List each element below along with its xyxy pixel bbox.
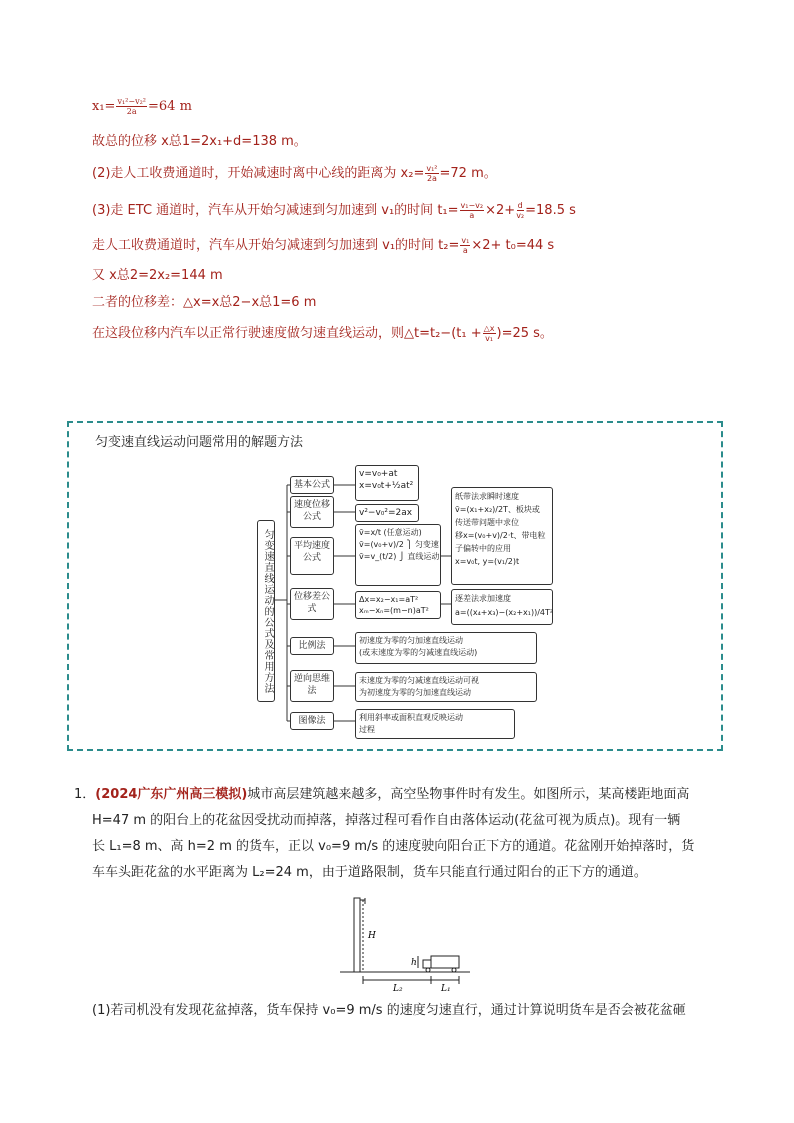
solution-line-1: x₁= $\frac{\text{v₁²−v₂²}}{2a}$ =64 m bbox=[92, 97, 192, 116]
solution-line-2: 故总的位移 x总1=2x₁+d=138 m。 bbox=[92, 134, 307, 149]
branch-label-proportion: 比例法 bbox=[290, 637, 334, 655]
branch-content-basic: v=v₀+at x=v₀t+½at² bbox=[355, 465, 419, 501]
side-note-tape: 纸带法求瞬时速度 v̄=(x₁+x₂)/2T、板块或 传送带问题中求位 移x=(v₀+v)/2·t、带电粒 子偏转中的应用 x=v₀t, y=(v₁/2)t bbox=[451, 487, 553, 585]
solution-line-5: 走人工收费通道时，汽车从开始匀减速到匀加速到 v₁的时间 t₂= $\frac{\text{v₁}}{a}$ ×2+ t₀=44 s bbox=[92, 236, 555, 255]
branch-content-velocity-displacement: v²−v₀²=2ax bbox=[355, 504, 419, 522]
problem-number: 1． bbox=[74, 787, 96, 802]
fraction: $\frac{\text{v₁²−v₂²}}{2a}$ bbox=[117, 97, 147, 116]
problem-source: (2024广东广州高三模拟) bbox=[95, 787, 248, 802]
fraction: $\frac{\text{v₁}}{a}$ bbox=[461, 236, 470, 255]
fraction: $\frac{\triangle x}{\text{v₁}}$ bbox=[483, 324, 495, 343]
fraction: $\frac{d}{\text{v₂}}$ bbox=[516, 201, 525, 220]
fraction: $\frac{\text{v₁²}}{2a}$ bbox=[426, 164, 438, 183]
solution-line-4: (3)走 ETC 通道时，汽车从开始匀减速到匀加速到 v₁的时间 t₁= $\frac{\text{v₁−v₂}}{a}$ ×2+ $\frac{d}{\text{v₂}}$ =18.5 s bbox=[92, 201, 576, 220]
problem-line-4: 车车头距花盆的水平距离为 L₂=24 m，由于道路限制，货车只能直行通过阳台的正下方的通道。 bbox=[92, 865, 647, 880]
solution-line-3: (2)走人工收费通道时，开始减速时离中心线的距离为 x₂= $\frac{\text{v₁²}}{2a}$ =72 m。 bbox=[92, 164, 497, 183]
fraction: $\frac{\text{v₁−v₂}}{a}$ bbox=[460, 201, 484, 220]
figure-label-H: H bbox=[368, 931, 376, 941]
branch-content-proportion: 初速度为零的匀加速直线运动 (或末速度为零的匀减速直线运动) bbox=[355, 632, 537, 664]
solution-line-7: 二者的位移差：△x=x总2−x总1=6 m bbox=[92, 295, 317, 310]
branch-content-graph: 利用斜率或面积直观反映运动 过程 bbox=[355, 709, 515, 739]
branch-label-average-velocity: 平均速度公式 bbox=[290, 537, 334, 575]
building-truck-figure bbox=[335, 892, 475, 992]
solution-line-8: 在这段位移内汽车以正常行驶速度做匀速直线运动，则△t=t₂−(t₁ + $\frac{\triangle x}{\text{v₁}}$ )=25 s。 bbox=[92, 324, 553, 343]
branch-content-reverse-thinking: 末速度为零的匀减速直线运动可视 为初速度为零的匀加速直线运动 bbox=[355, 672, 537, 702]
branch-label-graph: 图像法 bbox=[290, 712, 334, 730]
mindmap-root: 匀变速直线运动的公式及常用方法 bbox=[257, 520, 275, 702]
problem-line-2: H=47 m 的阳台上的花盆因受扰动而掉落，掉落过程可看作自由落体运动(花盆可视为质点)。现有一辆 bbox=[92, 813, 681, 828]
solution-line-6: 又 x总2=2x₂=144 m bbox=[92, 268, 223, 283]
sub-question-1: (1)若司机没有发现花盆掉落，货车保持 v₀=9 m/s 的速度匀速直行，通过计算说明货车是否会被花盆砸 bbox=[92, 1003, 686, 1018]
side-note-successive-difference: 逐差法求加速度 a=((x₄+x₃)−(x₂+x₁))/4T² bbox=[451, 589, 553, 625]
branch-content-average-velocity: v̄=x/t (任意运动) v̄=(v₀+v)/2 ⎫ 匀变速 v̄=v_(t/2) ⎭ 直线运动 bbox=[355, 524, 441, 586]
problem-line-1: 1．(2024广东广州高三模拟)城市高层建筑越来越多，高空坠物事件时有发生。如图所示，某高楼距地面高 bbox=[74, 787, 690, 802]
branch-label-basic: 基本公式 bbox=[290, 476, 334, 494]
branch-label-displacement-difference: 位移差公式 bbox=[290, 588, 334, 620]
branch-label-reverse-thinking: 逆向思维法 bbox=[290, 670, 334, 702]
figure-label-L1: L₁ bbox=[441, 984, 451, 992]
figure-label-h: h bbox=[411, 958, 417, 968]
figure-label-L2: L₂ bbox=[393, 984, 403, 992]
problem-line-3: 长 L₁=8 m、高 h=2 m 的货车，正以 v₀=9 m/s 的速度驶向阳台正下方的通道。花盆刚开始掉落时，货 bbox=[92, 839, 695, 854]
solution-line-1-lhs: x₁= bbox=[92, 99, 116, 114]
branch-content-displacement-difference: Δx=x₂−x₁=aT² xₘ−xₙ=(m−n)aT² bbox=[355, 591, 441, 619]
branch-label-velocity-displacement: 速度位移公式 bbox=[290, 496, 334, 528]
summary-title: 匀变速直线运动问题常用的解题方法 bbox=[95, 435, 304, 450]
method-summary-box bbox=[67, 421, 723, 751]
